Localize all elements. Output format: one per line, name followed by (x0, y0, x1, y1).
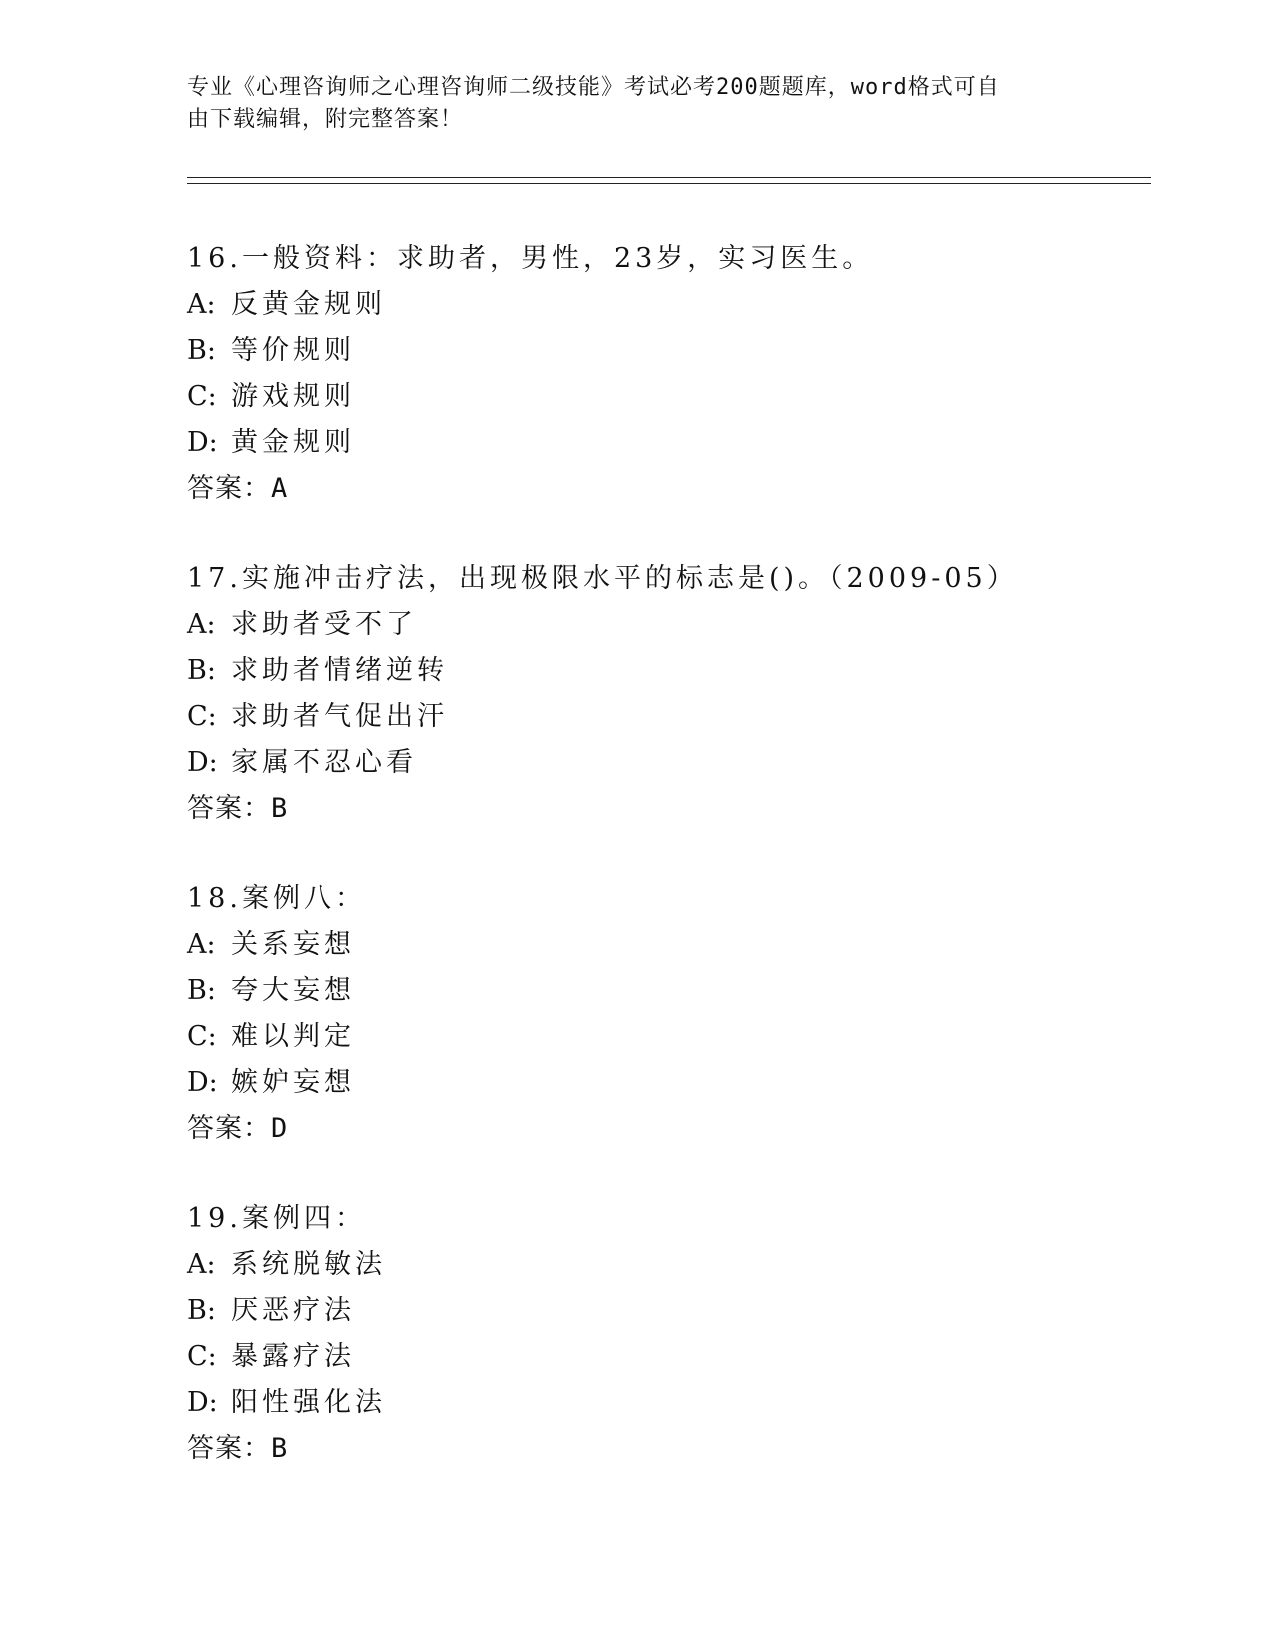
option-d (187, 420, 1147, 466)
header-line-2: 由下载编辑，附完整答案！ (187, 107, 464, 132)
option-c (187, 1334, 1147, 1380)
answer-label: 答案： (187, 1433, 271, 1464)
option-text: 关系妄想 (231, 929, 355, 960)
option-letter: C: (187, 1341, 217, 1372)
header-line-1: 专业《心理咨询师之心理咨询师二级技能》考试必考200题题库，word格式可自 (187, 75, 1000, 100)
option-letter: D: (187, 1387, 218, 1418)
option-letter: A: (187, 609, 216, 640)
option-text: 黄金规则 (231, 427, 355, 458)
answer-label: 答案： (187, 793, 271, 824)
option-text: 求助者情绪逆转 (231, 655, 448, 686)
question-stem: 16.一般资料：求助者，男性，23岁，实习医生。 (187, 243, 874, 274)
answer-line (187, 466, 1147, 512)
question-list (187, 236, 1147, 1516)
option-letter: C: (187, 381, 217, 412)
option-letter: B: (187, 1295, 216, 1326)
answer-value: A (271, 473, 289, 504)
option-letter: B: (187, 975, 216, 1006)
option-letter: A: (187, 289, 216, 320)
option-text: 难以判定 (231, 1021, 355, 1052)
option-text: 反黄金规则 (231, 289, 386, 320)
option-letter: C: (187, 1021, 217, 1052)
document-header (187, 72, 1067, 136)
answer-value: B (271, 793, 289, 824)
question-16 (187, 236, 1147, 512)
answer-value: D (271, 1113, 289, 1144)
option-a (187, 1242, 1147, 1288)
option-letter: B: (187, 655, 216, 686)
option-a (187, 602, 1147, 648)
option-text: 嫉妒妄想 (231, 1067, 355, 1098)
option-letter: D: (187, 1067, 218, 1098)
option-b (187, 968, 1147, 1014)
question-stem: 19.案例四： (187, 1203, 366, 1234)
option-letter: B: (187, 335, 216, 366)
option-a (187, 282, 1147, 328)
question-18 (187, 876, 1147, 1152)
question-stem: 17.实施冲击疗法，出现极限水平的标志是()。（2009-05） (187, 563, 1018, 594)
option-c (187, 374, 1147, 420)
option-b (187, 1288, 1147, 1334)
option-text: 家属不忍心看 (231, 747, 417, 778)
answer-line (187, 1426, 1147, 1472)
answer-label: 答案： (187, 473, 271, 504)
option-text: 求助者气促出汗 (231, 701, 448, 732)
option-d (187, 1060, 1147, 1106)
header-divider-top (187, 177, 1151, 178)
option-b (187, 648, 1147, 694)
option-text: 求助者受不了 (231, 609, 417, 640)
option-text: 夸大妄想 (231, 975, 355, 1006)
option-text: 暴露疗法 (231, 1341, 355, 1372)
option-b (187, 328, 1147, 374)
header-divider-bottom (187, 183, 1151, 184)
question-stem: 18.案例八： (187, 883, 366, 914)
option-letter: C: (187, 701, 217, 732)
option-letter: A: (187, 929, 216, 960)
answer-line (187, 786, 1147, 832)
option-letter: D: (187, 747, 218, 778)
option-text: 游戏规则 (231, 381, 355, 412)
answer-value: B (271, 1433, 289, 1464)
option-c (187, 694, 1147, 740)
option-d (187, 1380, 1147, 1426)
question-17 (187, 556, 1147, 832)
answer-line (187, 1106, 1147, 1152)
option-text: 系统脱敏法 (231, 1249, 386, 1280)
option-a (187, 922, 1147, 968)
question-19 (187, 1196, 1147, 1472)
option-d (187, 740, 1147, 786)
option-text: 阳性强化法 (231, 1387, 386, 1418)
option-text: 厌恶疗法 (231, 1295, 355, 1326)
option-text: 等价规则 (231, 335, 355, 366)
option-letter: A: (187, 1249, 216, 1280)
option-c (187, 1014, 1147, 1060)
option-letter: D: (187, 427, 218, 458)
answer-label: 答案： (187, 1113, 271, 1144)
